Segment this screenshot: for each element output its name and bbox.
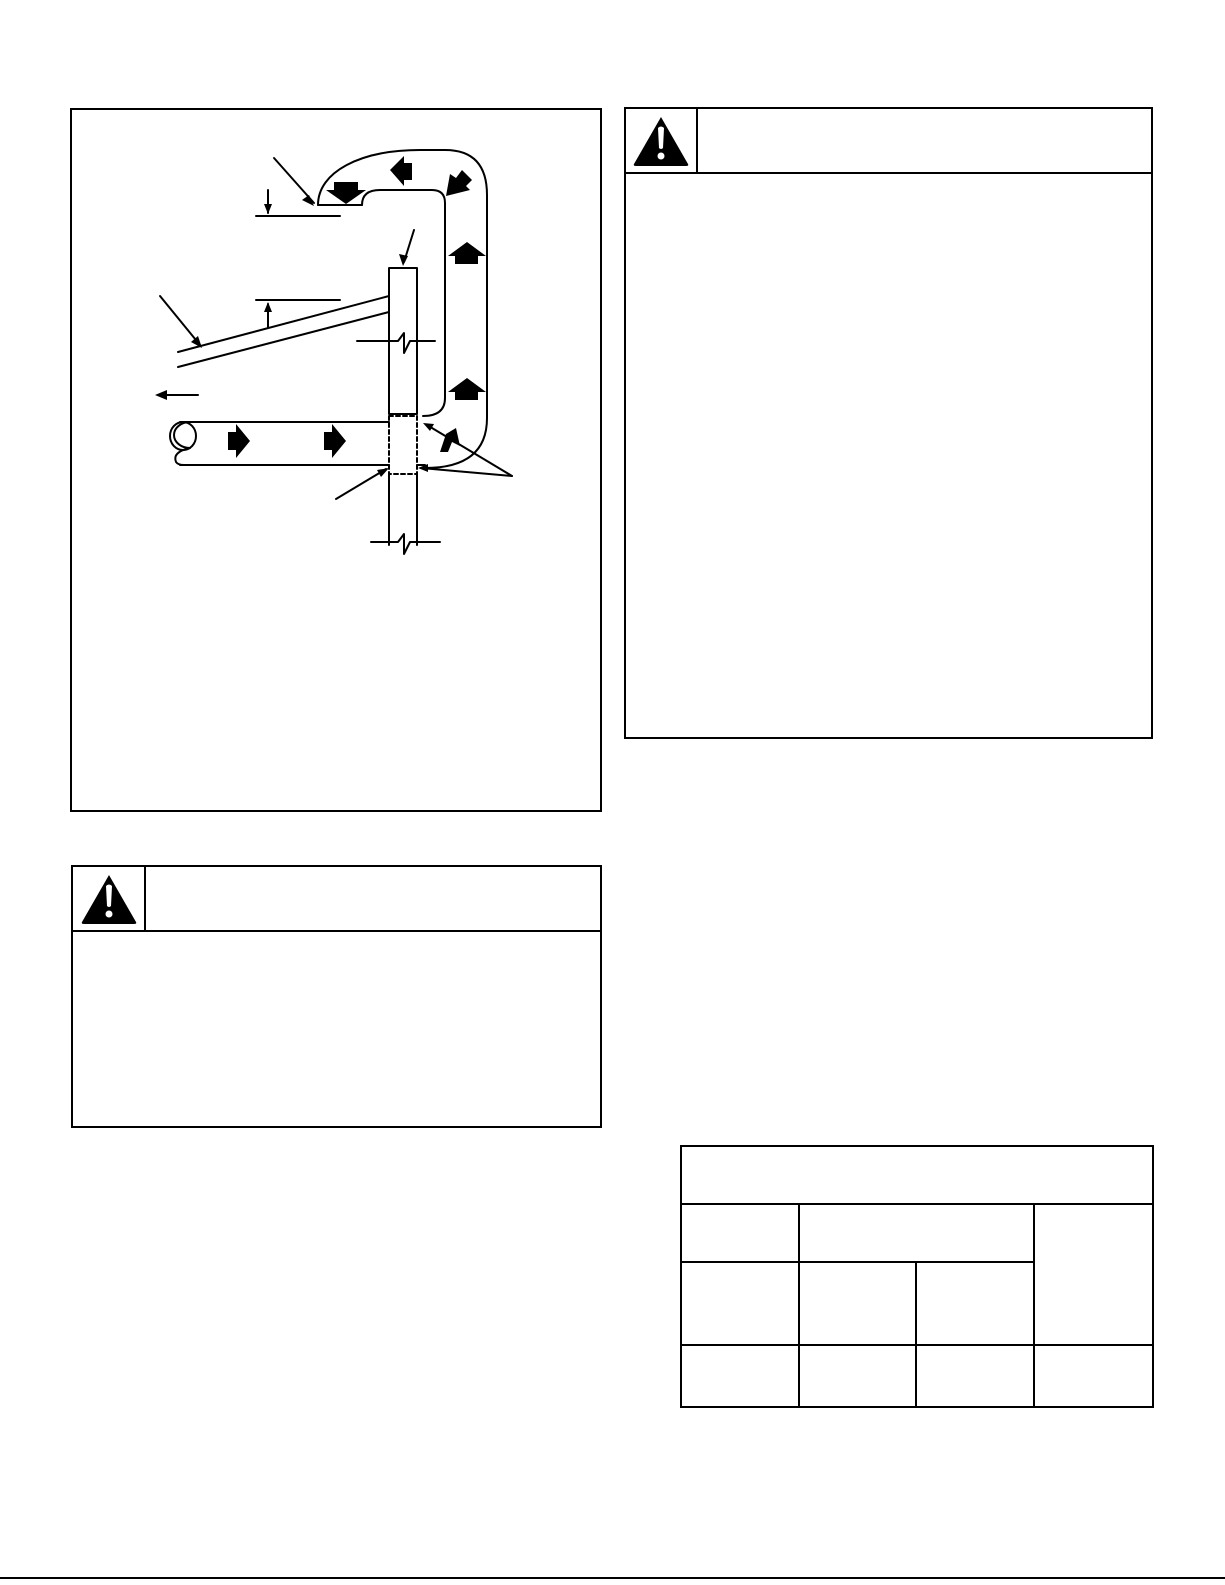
- hood-inner: [362, 190, 445, 416]
- table-cell: [799, 1345, 916, 1407]
- arrowhead-direction: [155, 390, 167, 400]
- page-bottom-rule: [0, 1577, 1225, 1579]
- leader-roof: [160, 296, 200, 345]
- flow-arrow-diag: [446, 170, 472, 196]
- warning-triangle-icon: [632, 115, 690, 167]
- arrowhead-wall: [377, 468, 389, 477]
- wall-section: [389, 416, 417, 474]
- roof-line-lower: [178, 312, 389, 367]
- table-cell: [1034, 1345, 1153, 1407]
- arrowhead-dim-mid: [264, 302, 272, 312]
- table-title-cell: [681, 1146, 1153, 1204]
- arrowhead-gap-a: [423, 423, 434, 431]
- spec-table: [680, 1145, 1154, 1408]
- leader-wall: [336, 469, 386, 499]
- table-cell: [681, 1345, 799, 1407]
- warning-box-bottom-left: [71, 865, 602, 1128]
- table-group-header-cell: [799, 1204, 1034, 1262]
- warning-icon-cell: [73, 867, 146, 930]
- roof-line-upper: [178, 296, 389, 352]
- warning-title: [698, 109, 1151, 172]
- table-cell: [799, 1262, 916, 1344]
- table-cell: [916, 1262, 1034, 1344]
- flow-arrow-right-1: [228, 424, 250, 458]
- flow-arrow-up-2: [448, 378, 486, 400]
- flow-arrow-up-1: [448, 242, 486, 264]
- table-row: [681, 1345, 1153, 1407]
- table-row: [681, 1146, 1153, 1204]
- table-row: [681, 1204, 1153, 1262]
- warning-header: [626, 109, 1151, 174]
- flow-arrow-down: [326, 182, 366, 204]
- break-mark-lower: [371, 534, 440, 554]
- warning-box-top-right: [624, 107, 1153, 739]
- leader-gap-a: [427, 425, 512, 476]
- table-cell: [916, 1345, 1034, 1407]
- table-cell: [681, 1262, 799, 1344]
- table-cell: [1034, 1204, 1153, 1345]
- break-mark-upper: [357, 333, 435, 353]
- warning-header: [73, 867, 600, 932]
- arrowhead-stack: [399, 254, 408, 266]
- warning-icon-cell: [626, 109, 698, 172]
- leader-gap-b: [421, 468, 512, 476]
- table-cell: [681, 1204, 799, 1262]
- arrowhead-dim-top: [264, 204, 272, 214]
- duct-end-cap: [174, 422, 190, 465]
- flow-arrow-right-2: [324, 424, 346, 458]
- warning-body: [73, 932, 600, 1126]
- warning-title: [146, 867, 600, 930]
- warning-triangle-icon: [80, 873, 138, 925]
- flow-arrow-corner: [440, 428, 460, 452]
- warning-body: [626, 174, 1151, 737]
- flow-arrow-left: [390, 156, 412, 186]
